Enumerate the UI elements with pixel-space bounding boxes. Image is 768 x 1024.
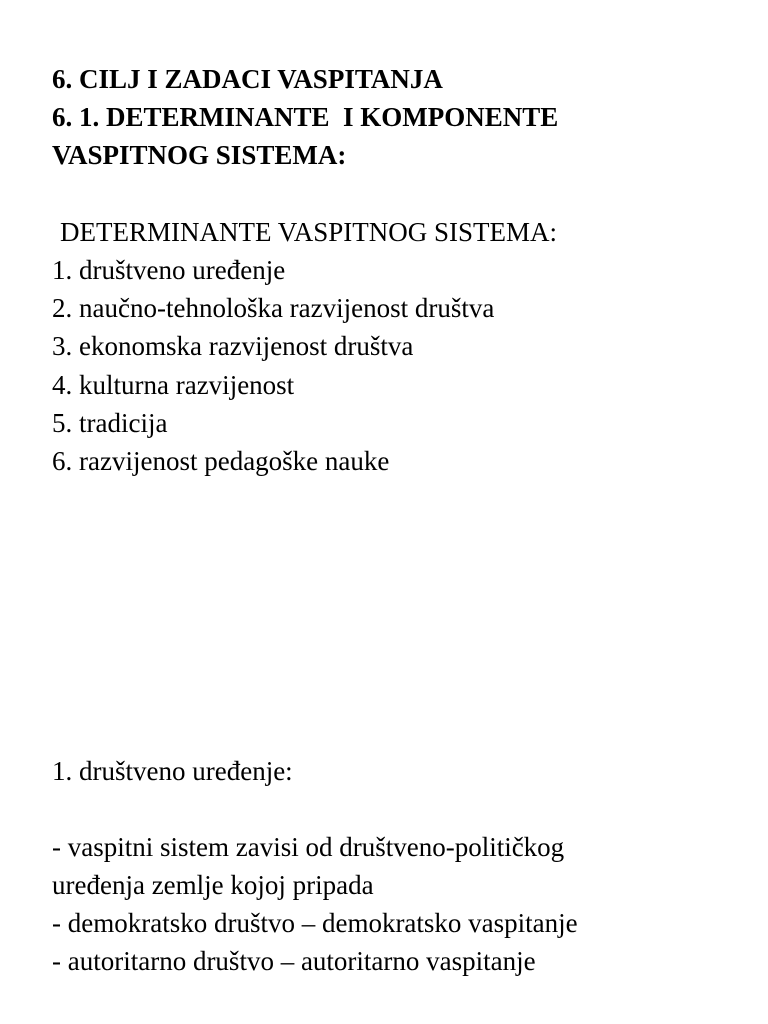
section-line: uređenja zemlje kojoj pripada [52, 870, 374, 900]
section-line: - demokratsko društvo – demokratsko vaspitanje [52, 908, 578, 938]
determinant-item: 5. tradicija [52, 408, 168, 438]
determinant-item: 2. naučno-tehnološka razvijenost društva [52, 293, 495, 323]
determinant-item: 4. kulturna razvijenost [52, 370, 295, 400]
subchapter-title-continued: VASPITNOG SISTEMA: [52, 140, 347, 170]
chapter-title: 6. CILJ I ZADACI VASPITANJA [52, 64, 443, 94]
determinant-item: 3. ekonomska razvijenost društva [52, 331, 414, 361]
section-line: - autoritarno društvo – autoritarno vaspitanje [52, 946, 536, 976]
section-title: 1. društveno uređenje: [52, 756, 293, 786]
determinant-item: 1. društveno uređenje [52, 255, 286, 285]
section-line: - vaspitni sistem zavisi od društveno-političkog [52, 832, 565, 862]
subchapter-title: 6. 1. DETERMINANTE I KOMPONENTE [52, 102, 559, 132]
determinant-item: 6. razvijenost pedagoške nauke [52, 446, 390, 476]
determinants-title: DETERMINANTE VASPITNOG SISTEMA: [60, 217, 558, 247]
